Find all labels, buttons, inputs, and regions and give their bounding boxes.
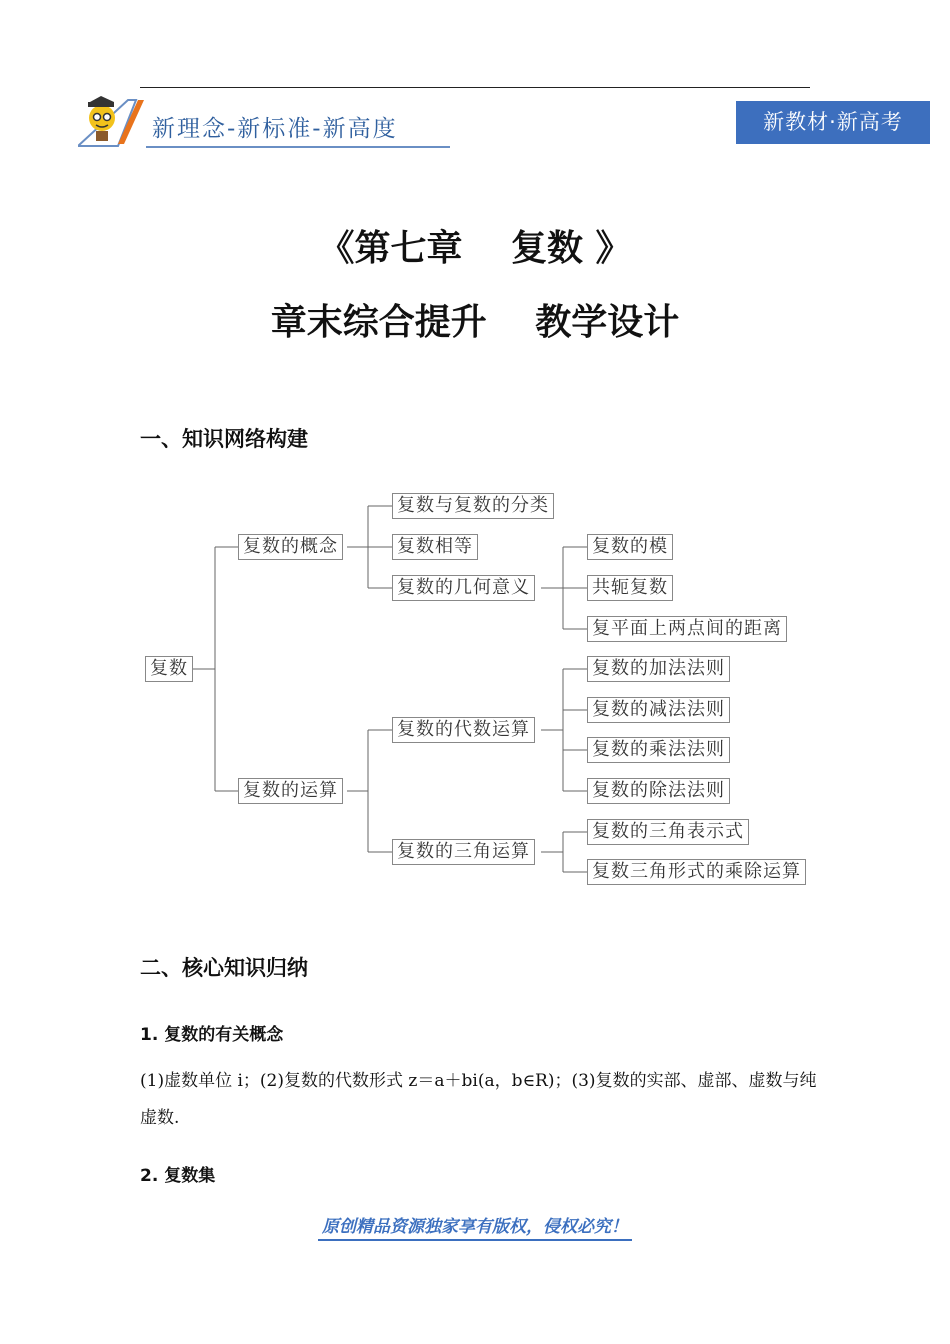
tree-node-addition: 复数的加法法则	[587, 656, 730, 682]
tree-node-operation: 复数的运算	[238, 778, 343, 804]
item-heading-complex-set: 2. 复数集	[140, 1166, 216, 1186]
tree-node-division: 复数的除法法则	[587, 778, 730, 804]
tree-node-multiplication: 复数的乘法法则	[587, 737, 730, 763]
tree-node-subtraction: 复数的减法法则	[587, 697, 730, 723]
footer-copyright-text: 原创精品资源独家享有版权，侵权必究！	[318, 1217, 632, 1241]
item-body-concepts: (1)虚数单位 i；(2)复数的代数形式 z＝a＋bi(a，b∈R)；(3)复数的实部、虚部、虚数与纯虚数.	[140, 1071, 817, 1128]
tree-node-trig-mult-div: 复数三角形式的乘除运算	[587, 859, 806, 885]
footer-copyright	[0, 1212, 950, 1237]
tree-node-algebraic-ops: 复数的代数运算	[392, 717, 535, 743]
tree-node-root: 复数	[145, 656, 193, 682]
section-heading-knowledge-network: 一、知识网络构建	[140, 427, 308, 451]
page-title-design: 章末综合提升 教学设计	[270, 302, 680, 343]
item-heading-concepts: 1. 复数的有关概念	[140, 1025, 284, 1045]
header-slogan: 新理念-新标准-新高度	[152, 116, 398, 142]
tree-node-trig-ops: 复数的三角运算	[392, 839, 535, 865]
top-rule	[140, 87, 810, 88]
tree-node-equality: 复数相等	[392, 534, 478, 560]
tree-node-distance: 复平面上两点间的距离	[587, 616, 787, 642]
tree-node-conjugate: 共轭复数	[587, 575, 673, 601]
tree-node-concept: 复数的概念	[238, 534, 343, 560]
header-badge: 新教材·新高考	[736, 101, 930, 144]
section-heading-core-knowledge: 二、核心知识归纳	[140, 956, 308, 980]
tree-node-trig-form: 复数的三角表示式	[587, 819, 749, 845]
header-rule	[146, 146, 450, 148]
tree-node-modulus: 复数的模	[587, 534, 673, 560]
tree-node-geometric-meaning: 复数的几何意义	[392, 575, 535, 601]
tree-node-classification: 复数与复数的分类	[392, 493, 554, 519]
page-title-chapter: 《第七章 复数 》	[318, 228, 632, 269]
